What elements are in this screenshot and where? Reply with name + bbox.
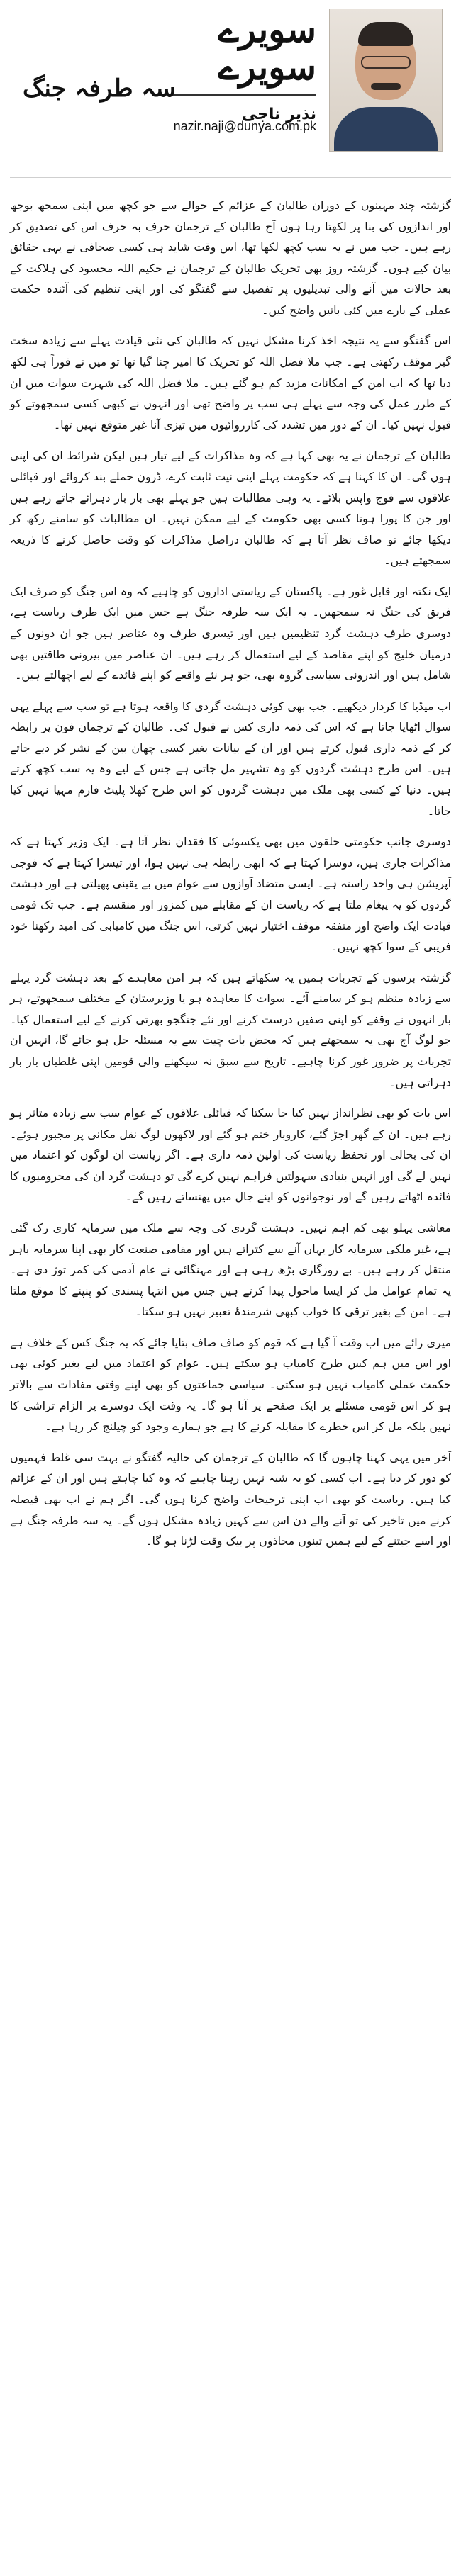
article-headline: سہ طرفہ جنگ <box>23 74 176 103</box>
author-photo-glasses <box>361 56 411 69</box>
article-paragraph: معاشی پہلو بھی کم اہم نہیں۔ دہشت گردی کی وجہ سے ملک میں سرمایہ کاری رک گئی ہے، غیر ملکی سرمایہ کار یہاں آنے سے کتراتے ہیں اور مقامی صنعت کار بھی اپنا سرمایہ باہر منتقل کر رہے ہیں۔ بے روزگاری بڑھ رہی ہے اور مہنگائی نے عام آدمی کی کمر توڑ دی ہے۔ یہ تمام عوامل مل کر ایسا ماحول پیدا کرتے ہیں جس میں انتہا پسندی کو پنپنے کا موقع ملتا ہے۔ امن کے بغیر ترقی کا خواب کبھی شرمندۂ تعبیر نہیں ہو سکتا۔ <box>10 1221 451 1319</box>
article-paragraph: اب میڈیا کا کردار دیکھیے۔ جب بھی کوئی دہشت گردی کا واقعہ ہوتا ہے تو سب سے پہلے یہی سوال اٹھایا جاتا ہے کہ اس کی ذمہ داری کس نے قبول کی۔ طالبان کے ترجمان فون پر رابطہ کر کے ذمہ داری قبول کرتے ہیں اور ان کے بیانات بغیر کسی چھان بین کے نشر کر دیے جاتے ہیں۔ اس طرح دہشت گردوں کو وہ تشہیر مل جاتی ہے جس کے لیے وہ یہ سب کچھ کرتے ہیں۔ دنیا کے کسی بھی ملک میں دہشت گردوں کو اس طرح کھلا پلیٹ فارم مہیا نہیں کیا جاتا۔ <box>10 699 451 818</box>
article-paragraph: طالبان کے ترجمان نے یہ بھی کہا ہے کہ وہ مذاکرات کے لیے تیار ہیں لیکن شرائط ان کی اپنی ہوں گی۔ ان کا کہنا ہے کہ حکومت پہلے اپنی نیت ثابت کرے، ڈرون حملے بند کروائے اور قبائلی علاقوں سے فوج واپس بلائے۔ یہ وہی مطالبات ہیں جو پہلے بھی بار بار دہرائے جاتے رہے ہیں اور جن کا پورا ہونا کسی بھی حکومت کے لیے ممکن نہیں۔ ان مطالبات کو سامنے رکھ کر دیکھا جائے تو صاف نظر آتا ہے کہ طالبان دراصل مذاکرات کو وقت حاصل کرنے کا ذریعہ سمجھتے ہیں۔ <box>10 449 451 568</box>
article-body <box>10 178 451 1552</box>
author-photo-hair <box>358 22 413 46</box>
article-paragraph: دوسری جانب حکومتی حلقوں میں بھی یکسوئی کا فقدان نظر آتا ہے۔ ایک وزیر کہتا ہے کہ مذاکرات جاری ہیں، دوسرا کہتا ہے کہ ابھی رابطہ ہی نہیں ہوا، اور تیسرا کہتا ہے کہ فوجی آپریشن ہی واحد راستہ ہے۔ ایسی متضاد آوازوں سے عوام میں بے یقینی پھیلتی ہے اور دہشت گردوں کو یہ پیغام ملتا ہے کہ ریاست ان کے مقابلے میں کمزور اور منقسم ہے۔ جب تک قومی قیادت ایک واضح اور متفقہ موقف اختیار نہیں کرتی، اس جنگ میں کامیابی کی امید رکھنا خود فریبی کے سوا کچھ نہیں۔ <box>10 835 451 954</box>
column-title: سویرے سویرے <box>218 9 316 88</box>
author-email: nazir.naji@dunya.com.pk <box>173 119 316 133</box>
article-paragraph: اس بات کو بھی نظرانداز نہیں کیا جا سکتا کہ قبائلی علاقوں کے عوام سب سے زیادہ متاثر ہو رہے ہیں۔ ان کے گھر اجڑ گئے، کاروبار ختم ہو گئے اور لاکھوں لوگ نقل مکانی پر مجبور ہوئے۔ ان کی بحالی اور تحفظ ریاست کی اولین ذمہ داری ہے۔ اگر ریاست ان لوگوں کو اعتماد میں نہیں لے گی اور انہیں بنیادی سہولتیں فراہم نہیں کرے گی تو دہشت گرد ان کی محرومیوں کا فائدہ اٹھاتے رہیں گے اور نوجوانوں کو اپنے جال میں پھنساتے رہیں گے۔ <box>10 1106 451 1204</box>
article-paragraph: گزشتہ برسوں کے تجربات ہمیں یہ سکھاتے ہیں کہ ہر امن معاہدے کے بعد دہشت گرد پہلے سے زیادہ منظم ہو کر سامنے آئے۔ سوات کا معاہدہ ہو یا وزیرستان کے مختلف سمجھوتے، ہر بار انہوں نے وقفے کو اپنی صفیں درست کرنے اور نئے جنگجو بھرتی کرنے کے لیے استعمال کیا۔ جو لوگ آج بھی یہ سمجھتے ہیں کہ محض بات چیت سے یہ مسئلہ حل ہو جائے گا، انہیں ان تجربات پر ضرور غور کرنا چاہیے۔ تاریخ سے سبق نہ سیکھنے والی قومیں اپنی غلطیاں بار بار دہراتی ہیں۔ <box>10 970 451 1089</box>
article-paragraph: میری رائے میں اب وقت آ گیا ہے کہ قوم کو صاف صاف بتایا جائے کہ یہ جنگ کس کے خلاف ہے اور اس میں ہم کس طرح کامیاب ہو سکتے ہیں۔ عوام کو اعتماد میں لیے بغیر کوئی بھی حکمت عملی کامیاب نہیں ہو سکتی۔ سیاسی جماعتوں کو بھی اپنے وقتی مفادات سے بالاتر ہو کر اس قومی مسئلے پر ایک صفحے پر آنا ہو گا۔ یہ وقت ایک دوسرے پر الزام تراشی کا نہیں بلکہ مل کر اس خطرے کا مقابلہ کرنے کا ہے جو ہمارے وجود کو چیلنج کر رہا ہے۔ <box>10 1335 451 1434</box>
article-paragraph: آخر میں یہی کہنا چاہوں گا کہ طالبان کے ترجمان کی حالیہ گفتگو نے بہت سی غلط فہمیوں کو دور کر دیا ہے۔ اب کسی کو یہ شبہ نہیں رہنا چاہیے کہ وہ کیا چاہتے ہیں اور ان کے عزائم کیا ہیں۔ ریاست کو بھی اب اپنی ترجیحات واضح کرنا ہوں گی۔ اگر ہم نے اب بھی فیصلہ کرنے میں تاخیر کی تو آنے والے دن اس سے کہیں زیادہ مشکل ہوں گے۔ یہ سہ طرفہ جنگ ہے اور اسے جیتنے کے لیے ہمیں تینوں محاذوں پر بیک وقت لڑنا ہو گا۔ <box>10 1450 451 1548</box>
article-paragraph: اس گفتگو سے یہ نتیجہ اخذ کرنا مشکل نہیں کہ طالبان کی نئی قیادت پہلے سے زیادہ سخت گیر موقف رکھتی ہے۔ جب ملا فضل اللہ کو تحریک کا امیر چنا گیا تھا تو میں نے فوراً ہی لکھ دیا تھا کہ اب امن کے امکانات مزید کم ہو گئے ہیں۔ ملا فضل اللہ کی شہرت سوات میں ان کے طرز عمل کی وجہ سے پہلے ہی سب پر واضح تھی اور انہوں نے کبھی کسی سمجھوتے کو قبول نہیں کیا۔ ان کے دور میں تشدد کی کارروائیوں میں تیزی آنا غیر متوقع نہیں تھا۔ <box>10 334 451 432</box>
column-header <box>10 0 451 178</box>
title-underline <box>167 94 316 96</box>
author-name: نذیر ناجی <box>241 106 316 123</box>
author-photo <box>329 9 443 152</box>
author-photo-shirt <box>334 107 438 152</box>
article-paragraph: ایک نکتہ اور قابل غور ہے۔ پاکستان کے ریاستی اداروں کو چاہیے کہ وہ اس جنگ کو صرف ایک فریق کی جنگ نہ سمجھیں۔ یہ ایک سہ طرفہ جنگ ہے جس میں ایک طرف ریاست ہے، دوسری طرف دہشت گرد تنظیمیں ہیں اور تیسری طرف وہ عناصر ہیں جو ان دونوں کے درمیان خلیج کو اپنے مقاصد کے لیے استعمال کر رہے ہیں۔ ان عناصر میں بیرونی طاقتیں بھی شامل ہیں اور اندرونی سیاسی گروہ بھی، جو ہر نئے واقعے کو اپنے فائدے کے لیے اچھالتے ہیں۔ <box>10 584 451 682</box>
column-brand <box>167 11 316 123</box>
author-photo-mustache <box>371 83 401 90</box>
article-paragraph: گزشتہ چند مہینوں کے دوران طالبان کے عزائم کے حوالے سے جو کچھ میں اپنی سمجھ بوجھ اور اندازوں کی بنا پر لکھتا رہا ہوں آج طالبان کے ترجمان حرف بہ حرف اس کی تصدیق کر رہے ہیں۔ جب میں نے یہ سب کچھ لکھا تھا، اس وقت شاید ہی کسی صحافی نے یہی حقائق بیان کیے ہوں۔ گزشتہ روز بھی تحریک طالبان کے ترجمان نے حکیم اللہ محسود کی ہلاکت کے بعد حالات میں آنے والی تبدیلیوں پر تفصیل سے گفتگو کی اور اپنی تنظیم کی آئندہ حکمت عملی کے بارے میں کئی باتیں واضح کیں۔ <box>10 198 451 317</box>
